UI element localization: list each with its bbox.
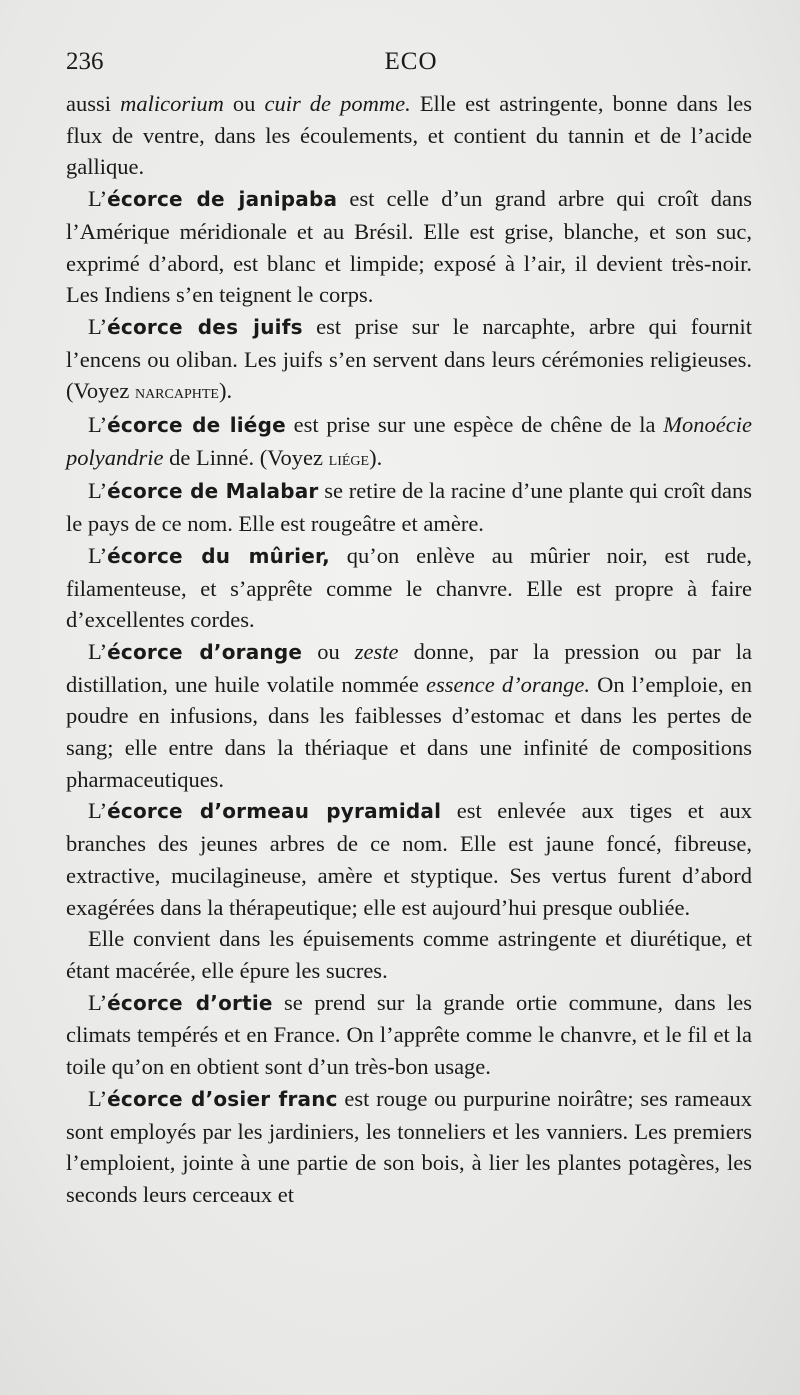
entry-headword: écorce de Malabar	[107, 479, 319, 504]
text-run: L’	[88, 798, 108, 824]
paragraph	[66, 987, 752, 1083]
text-run: se retire de la racine d’une plante qui croît dans le pays de ce nom. Elle est rougeâtre et amère.	[66, 478, 753, 537]
text-run: ).	[218, 378, 233, 404]
text-run: On l’emploie, en poudre en infusions, dans les faiblesses d’estomac et dans les pertes de sang; elle entre dans la thériaque et dans une infinité de compositions pharmaceutiques.	[66, 671, 752, 792]
page-header	[66, 48, 756, 82]
text-run: qu’on enlève au mûrier noir, est rude, filamenteuse, et s’apprête comme le chanvre. Elle est propre à faire d’excellentes cordes.	[66, 542, 752, 633]
body-text	[66, 88, 752, 1211]
entry-headword: écorce d’ormeau pyramidal	[107, 799, 442, 824]
paragraph	[66, 409, 752, 475]
text-run: L’	[88, 638, 108, 664]
text-run: Elle convient dans les épuisements comme astringente et diurétique, et étant macérée, elle épure les sucres.	[66, 926, 752, 983]
text-run: de Linné. (Voyez	[163, 444, 329, 470]
paragraph	[66, 636, 752, 796]
entry-headword: écorce de janipaba	[107, 187, 338, 212]
paragraph	[66, 475, 752, 539]
entry-headword: écorce d’ortie	[107, 990, 273, 1015]
italic-text: cuir de pomme.	[264, 91, 411, 116]
paragraph	[66, 540, 752, 636]
italic-text: zeste	[354, 638, 399, 664]
paragraph	[66, 1083, 752, 1211]
text-run: se prend sur la grande ortie commune, dans les climats tempérés et en France. On l’apprête comme le chanvre, et le fil et la toile qu’on en obtient sont d’un très-bon usage.	[66, 989, 752, 1080]
text-run: est enlevée aux tiges et aux branches des jeunes arbres de ce nom. Elle est jaune foncé, fibreuse, extractive, mucilagineuse, amère et styptique. Ses vertus furent d’abord exagérées dans la thérapeutique; elle est aujourd’hui presque oubliée.	[66, 798, 752, 920]
text-run: L’	[88, 989, 108, 1015]
text-run: est celle d’un grand arbre qui croît dans l’Amérique méridionale et au Brésil. Elle est grise, blanche, et son suc, exprimé d’abord, est blanc et limpide; exposé à l’air, il devient très-noir. Les Indiens s’en teignent le corps.	[66, 186, 752, 308]
text-run: L’	[88, 186, 108, 212]
text-run: L’	[88, 412, 108, 438]
text-run: ou	[223, 91, 265, 116]
entry-headword: écorce d’osier franc	[107, 1086, 338, 1111]
italic-text: essence d’orange.	[426, 671, 590, 697]
entry-headword: écorce des juifs	[107, 314, 303, 339]
text-run: L’	[88, 542, 108, 568]
page-number: 236	[66, 48, 104, 75]
entry-headword: écorce d’orange	[107, 639, 303, 664]
text-run: L’	[88, 1085, 108, 1111]
text-run: ou	[302, 638, 355, 664]
text-run: est rouge ou purpurine noirâtre; ses rameaux sont employés par les jardiniers, les tonneliers et les vanniers. Les premiers l’emploient, jointe à une partie de son bois, à lier les plantes potagères, les seconds leurs cerceaux et	[66, 1085, 752, 1207]
text-run: Elle est astringente, bonne dans les flux de ventre, dans les écoulements, et contient du tannin et de l’acide gallique.	[66, 91, 752, 180]
paragraph	[66, 183, 752, 311]
text-run: est prise sur une espèce de chêne de la	[285, 412, 664, 438]
text-run: L’	[88, 313, 108, 339]
text-run: donne, par la pression ou par la distillation, une huile volatile nommée	[66, 638, 752, 697]
entry-headword: écorce du mûrier,	[107, 543, 330, 568]
paragraph	[66, 311, 752, 409]
text-run: est prise sur le narcaphte, arbre qui fournit l’encens ou oliban. Les juifs s’en servent dans leurs cérémonies religieuses. (Voyez	[66, 313, 752, 404]
text-run: ).	[369, 444, 383, 470]
text-run: L’	[88, 478, 108, 504]
paragraph	[66, 88, 752, 183]
entry-headword: écorce de liége	[107, 413, 286, 438]
text-run: aussi	[66, 91, 121, 116]
running-title: ECO	[384, 48, 438, 75]
paragraph	[66, 923, 752, 986]
italic-text: Monoécie polyandrie	[66, 412, 753, 470]
cross-reference: narcaphte	[134, 381, 219, 404]
cross-reference: liége	[328, 447, 370, 470]
italic-text: malicorium	[120, 91, 224, 116]
paragraph	[66, 795, 752, 923]
